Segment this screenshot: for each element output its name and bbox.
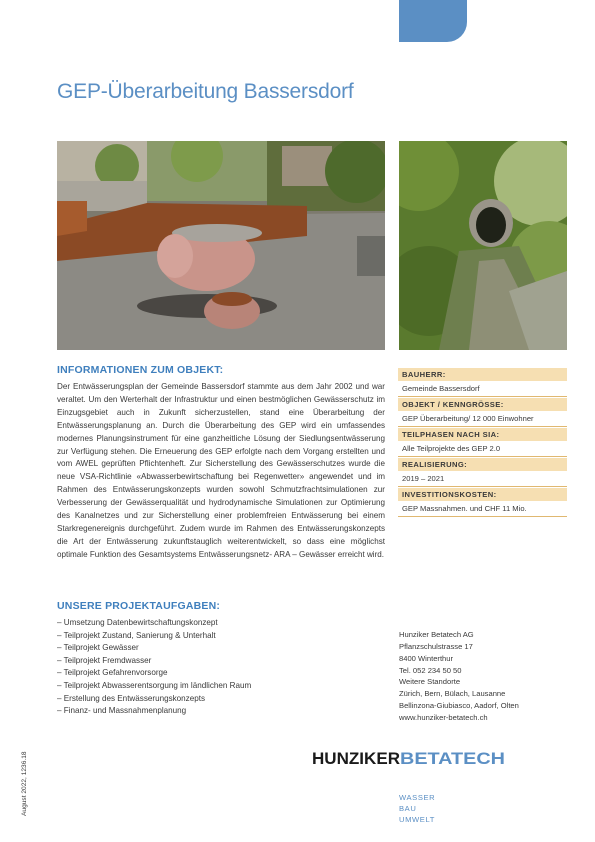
company-website[interactable]: www.hunziker-betatech.ch (399, 713, 488, 722)
task-item: – Teilprojekt Fremdwasser (57, 655, 152, 665)
locations-line: Bellinzona-Giubiasco, Aadorf, Olten (399, 701, 519, 710)
tagline-line: WASSER (399, 793, 436, 802)
task-item: – Teilprojekt Abwasserentsorgung im ländlichen Raum (57, 680, 252, 690)
logo-tab-icon (399, 0, 467, 42)
fact-value: 2019 – 2021 (398, 471, 567, 487)
fact-label: OBJEKT / KENNGRÖSSE: (398, 397, 567, 411)
facts-table (398, 367, 567, 517)
fact-label: TEILPHASEN NACH SIA: (398, 427, 567, 441)
tagline-line: UMWELT (399, 815, 435, 824)
brand-logo (312, 744, 512, 772)
company-name: Hunziker Betatech AG (399, 630, 474, 639)
locations-label: Weitere Standorte (399, 677, 461, 686)
task-item: – Teilprojekt Gewässer (57, 643, 139, 653)
fact-value: GEP Massnahmen. und CHF 11 Mio. (398, 501, 567, 517)
document-date-code: August 2022, 1236.18 (21, 751, 28, 816)
company-street: Pflanzschulstrasse 17 (399, 642, 473, 651)
tasks-list (57, 617, 387, 718)
info-text: Der Entwässerungsplan der Gemeinde Bassersdorf stammte aus dem Jahr 2002 und war veraltet. Um den Werterhalt der Infrastruktur und einen bestmöglichen Gewässerschutz im Einzugsgebiet auch in Zukunft sicherzustellen, stand eine Überarbeitung der Entwässerungsplanung an. Durch die Überarbeitung des GEP wird ein umfassendes modernes Planungsinstrument für eine ganzheitliche Lösung der Siedlungsentwässerung zur Verfügung stehen. Die Erneuerung des GEP erfolgte nach dem Vorgang erstellten und vom AWEL geprüften Pflichtenheft. Zur Sicherstellung des Gewässerschutzes wurde die neue VSA-Richtlinie «Abwasserbewirtschaftung bei Regenwetter» angewendet und im Rahmen des Entwässerungskonzepts wurden sowohl Schmutzfrachtsimulationen zur Verbesserung der Gewässerqualität und hydrodynamische Simulationen zur Optimierung des Kanalnetzes und zur Sicherstellung einer problemfreien Entwässerung bei einem Starkregenereignis durchgeführt. Zudem wurde im Rahmen des Entwässerungskonzepts die Art der Entwässerung zukunftstauglich weiterentwickelt, so dass eine möglichst optimale Funktion des Gesamtsystems Entwässerungsnetz- ARA – Gewässer erreicht wird. (57, 382, 385, 559)
company-locations (399, 676, 519, 724)
company-city: 8400 Winterthur (399, 654, 454, 663)
fact-value: Alle Teilprojekte des GEP 2.0 (398, 441, 567, 457)
task-item: – Finanz- und Massnahmenplanung (57, 706, 187, 716)
tagline-line: BAU (399, 804, 417, 813)
locations-line: Zürich, Bern, Bülach, Lausanne (399, 689, 506, 698)
photo-courtyard (57, 141, 385, 350)
task-item: – Erstellung des Entwässerungskonzepts (57, 693, 206, 703)
company-address (399, 629, 474, 677)
brand-part2: BETATECH (400, 749, 505, 768)
fact-value: GEP Überarbeitung/ 12 000 Einwohner (398, 411, 567, 427)
photo-culvert (399, 141, 567, 350)
brand-tagline (399, 792, 435, 825)
fact-value: Gemeinde Bassersdorf (398, 381, 567, 397)
task-item: – Teilprojekt Gefahrenvorsorge (57, 668, 168, 678)
tasks-heading: UNSERE PROJEKTAUFGABEN: (57, 600, 221, 612)
fact-label: INVESTITIONSKOSTEN: (398, 487, 567, 501)
company-phone: Tel. 052 234 50 50 (399, 666, 462, 675)
brand-part1: HUNZIKER (312, 749, 400, 768)
fact-label: REALISIERUNG: (398, 457, 567, 471)
task-item: – Teilprojekt Zustand, Sanierung & Unterhalt (57, 630, 216, 640)
task-item: – Umsetzung Datenbewirtschaftungskonzept (57, 618, 218, 627)
info-heading: INFORMATIONEN ZUM OBJEKT: (57, 364, 224, 376)
page-title: GEP-Überarbeitung Bassersdorf (57, 80, 354, 103)
fact-label: BAUHERR: (398, 367, 567, 381)
